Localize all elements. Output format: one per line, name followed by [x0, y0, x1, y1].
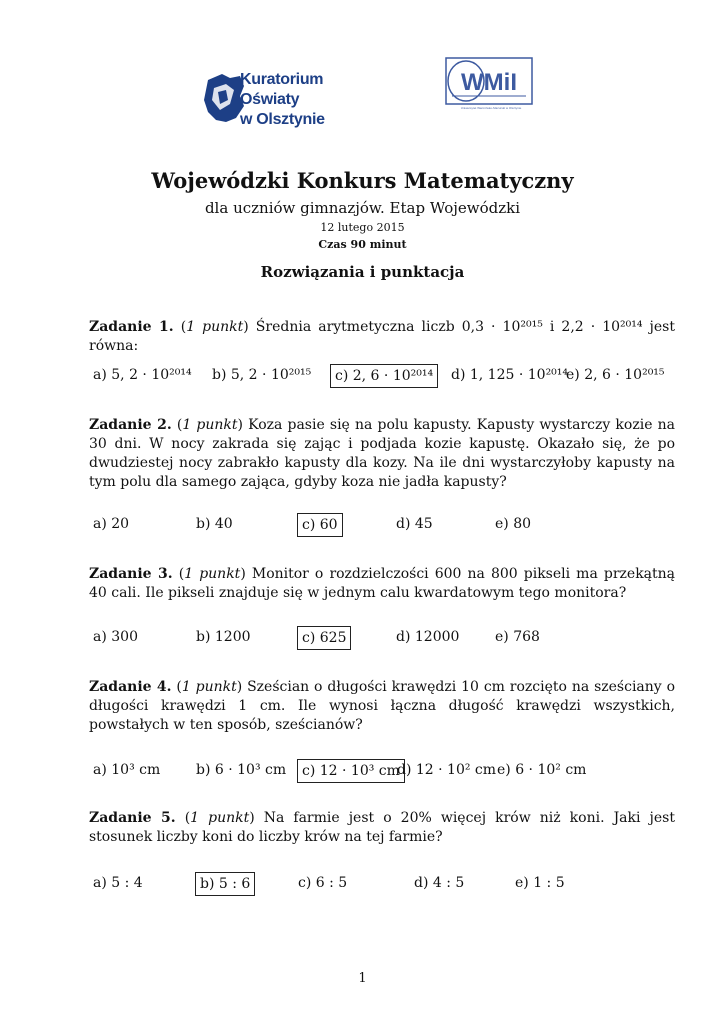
page-subtitle: dla uczniów gimnazjów. Etap Wojewódzki	[204, 199, 521, 217]
task-2-answers	[0, 513, 725, 537]
section-heading: Rozwiązania i punktacja	[260, 263, 465, 281]
task-label: Zadanie 4.	[89, 679, 172, 695]
task-text: Sześcian o długości krawędzi 10 cm rozcięto na sześciany o długości krawędzi 1 cm. Ile wynosi łączna długość krawędzi wszystkich, powstałych w ten sposób, sześcianów?	[89, 679, 675, 733]
page-number: 1	[358, 971, 367, 986]
answer-option: b) 5, 2 · 10²⁰¹⁵	[212, 367, 312, 383]
task-label: Zadanie 5.	[89, 810, 176, 826]
task-4-answers	[0, 759, 725, 783]
exam-date: 12 lutego 2015	[320, 221, 405, 234]
answer-option: b) 6 · 10³ cm	[196, 762, 287, 778]
task-text: Na farmie jest o 20% więcej krów niż koni. Jaki jest stosunek liczby koni do liczby krów na tej farmie?	[89, 810, 675, 845]
answer-option-correct: b) 5 : 6	[195, 872, 255, 896]
answer-option: a) 20	[93, 516, 130, 532]
task-text: Średnia arytmetyczna liczb 0,3 · 10²⁰¹⁵ i 2,2 · 10²⁰¹⁴ jest równa:	[89, 319, 675, 354]
answer-option: d) 45	[396, 516, 433, 532]
answer-option: d) 4 : 5	[414, 875, 465, 891]
wmii-caption: Uniwersytet Warmińsko-Mazurski w Olsztynie	[460, 106, 522, 110]
answer-option-correct: c) 2, 6 · 10²⁰¹⁴	[330, 364, 438, 388]
task-points: 1 punkt	[186, 319, 244, 335]
task-text: Monitor o rozdzielczości 600 na 800 pikseli ma przekątną 40 cali. Ile pikseli znajduje się w jednym calu kwardatowym tego monitora?	[89, 566, 676, 601]
answer-option: d) 12000	[396, 629, 460, 645]
kuratorium-logo-line2: w Olsztynie	[240, 111, 325, 128]
task-points: 1 punkt	[190, 810, 250, 826]
answer-option: a) 300	[93, 629, 138, 645]
task-points: 1 punkt	[184, 566, 241, 582]
wmii-mark-text: WMiI	[461, 69, 517, 96]
answer-option: e) 80	[495, 516, 532, 532]
answer-option: e) 6 · 10² cm	[497, 762, 587, 778]
answer-option: b) 40	[196, 516, 233, 532]
answer-option: c) 6 : 5	[298, 875, 348, 891]
answer-option: a) 5, 2 · 10²⁰¹⁴	[93, 367, 192, 383]
task-4: Zadanie 4. (1 punkt) Sześcian o długości krawędzi 10 cm rozcięto na sześciany o długości krawędzi 1 cm. Ile wynosi łączna długość krawędzi wszystkich, powstałych w ten sposób, sześcianów?	[89, 679, 675, 733]
exam-time: Czas 90 minut	[318, 238, 407, 251]
answer-option: b) 1200	[196, 629, 251, 645]
task-2: Zadanie 2. (1 punkt) Koza pasie się na polu kapusty. Kapusty wystarczy kozie na 30 dni. W nocy zakrada się zając i podjada kozie kapustę. Okazało się, że po dwudziestej nocy zabrakło kapusty dla kozy. Na ile dni wystarczyłoby kapusty na tym polu dla samego zająca, gdyby koza nie jadła kapusty?	[89, 417, 675, 490]
kuratorium-logo	[200, 66, 352, 130]
answer-option-correct: c) 625	[297, 626, 351, 650]
answer-option: e) 2, 6 · 10²⁰¹⁵	[566, 367, 665, 383]
answer-option: e) 1 : 5	[515, 875, 565, 891]
task-5-answers	[0, 872, 725, 896]
answer-option: a) 10³ cm	[93, 762, 161, 778]
answer-option: a) 5 : 4	[93, 875, 143, 891]
task-1-answers	[0, 364, 725, 388]
task-label: Zadanie 2.	[89, 417, 172, 433]
kuratorium-logo-line1: Kuratorium Oświaty	[240, 71, 324, 108]
task-points: 1 punkt	[182, 417, 238, 433]
answer-option-correct: c) 60	[297, 513, 343, 537]
answer-option: e) 768	[495, 629, 540, 645]
task-3-answers	[0, 626, 725, 650]
kuratorium-logo-text	[240, 70, 352, 130]
task-1: Zadanie 1. (1 punkt) Średnia arytmetyczna liczb 0,3 · 10²⁰¹⁵ i 2,2 · 10²⁰¹⁴ jest równa:	[89, 319, 675, 354]
answer-option: d) 1, 125 · 10²⁰¹⁴	[451, 367, 569, 383]
task-3: Zadanie 3. (1 punkt) Monitor o rozdzielczości 600 na 800 pikseli ma przekątną 40 cali. Ile pikseli znajduje się w jednym calu kwardatowym tego monitora?	[89, 566, 676, 601]
task-text: Koza pasie się na polu kapusty. Kapusty wystarczy kozie na 30 dni. W nocy zakrada się zając i podjada kozie kapustę. Okazało się, że po dwudziestej nocy zabrakło kapusty dla kozy. Na ile dni wystarczyłoby kapusty na tym polu dla samego zająca, gdyby koza nie jadła kapusty?	[89, 417, 675, 490]
page-title: Wojewódzki Konkurs Matematyczny	[151, 168, 574, 193]
task-5: Zadanie 5. (1 punkt) Na farmie jest o 20% więcej krów niż koni. Jaki jest stosunek liczby koni do liczby krów na tej farmie?	[89, 810, 675, 845]
wmii-logo	[444, 56, 534, 114]
wmii-mark-icon	[444, 56, 534, 106]
task-label: Zadanie 3.	[89, 566, 173, 582]
answer-option-correct: c) 12 · 10³ cm	[297, 759, 405, 783]
answer-option: d) 12 · 10² cm	[397, 762, 497, 778]
task-label: Zadanie 1.	[89, 319, 174, 335]
task-points: 1 punkt	[181, 679, 237, 695]
